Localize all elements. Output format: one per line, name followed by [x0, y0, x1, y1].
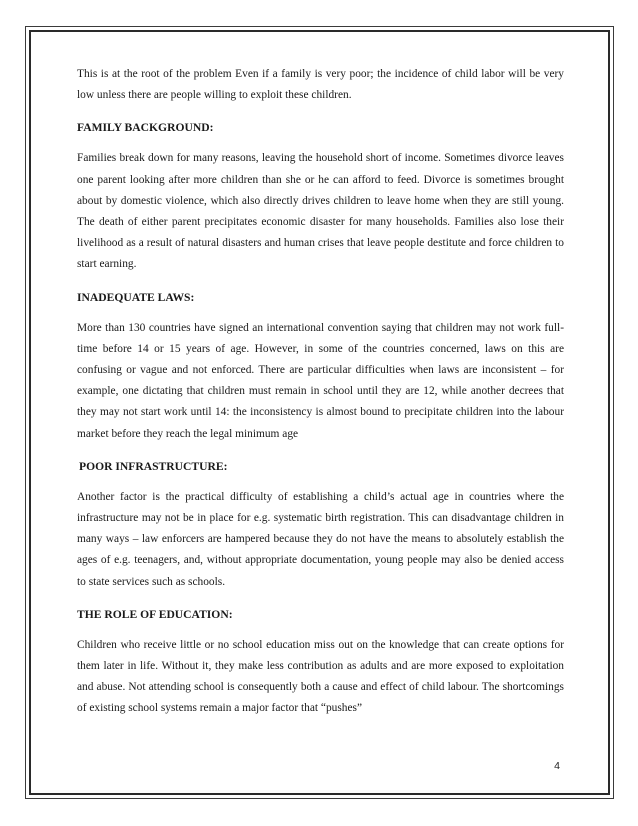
heading-family-background: FAMILY BACKGROUND: — [77, 121, 214, 135]
heading-inadequate-laws: INADEQUATE LAWS: — [77, 290, 195, 304]
paragraph-poor-infrastructure: Another factor is the practical difficulty of establishing a child’s actual age in countries where the infrastructure may not be in place for e.g. systematic birth registration. This can disadvantage children in many ways – law enforcers are hampered because they do not have the means to absolutely establish the ages of e.g. teenagers, and, without appropriate documentation, young people may also be denied access to state services such as schools. — [77, 490, 564, 588]
heading-role-of-education: THE ROLE OF EDUCATION: — [77, 607, 233, 621]
paragraph-inadequate-laws: More than 130 countries have signed an international convention saying that children may not work full-time before 14 or 15 years of age. However, in some of the countries concerned, laws on this are confusing or vague and not enforced. There are particular difficulties when laws are inconsistent – for example, one dictating that children must remain in school until they are 12, while another decrees that they may not start work until 14: the inconsistency is almost bound to precipitate children into the labour market before they reach the legal minimum age — [77, 321, 564, 440]
document-body — [77, 64, 564, 720]
heading-poor-infrastructure: POOR INFRASTRUCTURE: — [79, 459, 228, 473]
page-number: 4 — [554, 760, 560, 772]
intro-paragraph: This is at the root of the problem Even if a family is very poor; the incidence of child labor will be very low unless there are people willing to exploit these children. — [77, 68, 564, 102]
paragraph-family-background: Families break down for many reasons, leaving the household short of income. Sometimes divorce leaves one parent looking after more children than she or he can afford to feed. Divorce is sometimes brought about by domestic violence, which also directly drives children to leave home when they are still young. The death of either parent precipitates economic disaster for many households. Families also lose their livelihood as a result of natural disasters and human crises that leave people destitute and force children to start earning. — [77, 152, 564, 271]
paragraph-role-of-education: Children who receive little or no school education miss out on the knowledge that can create options for them later in life. Without it, they make less contribution as adults and are more exposed to exploitation and abuse. Not attending school is consequently both a cause and effect of child labour. The shortcomings of existing school systems remain a major factor that “pushes” — [77, 638, 564, 715]
